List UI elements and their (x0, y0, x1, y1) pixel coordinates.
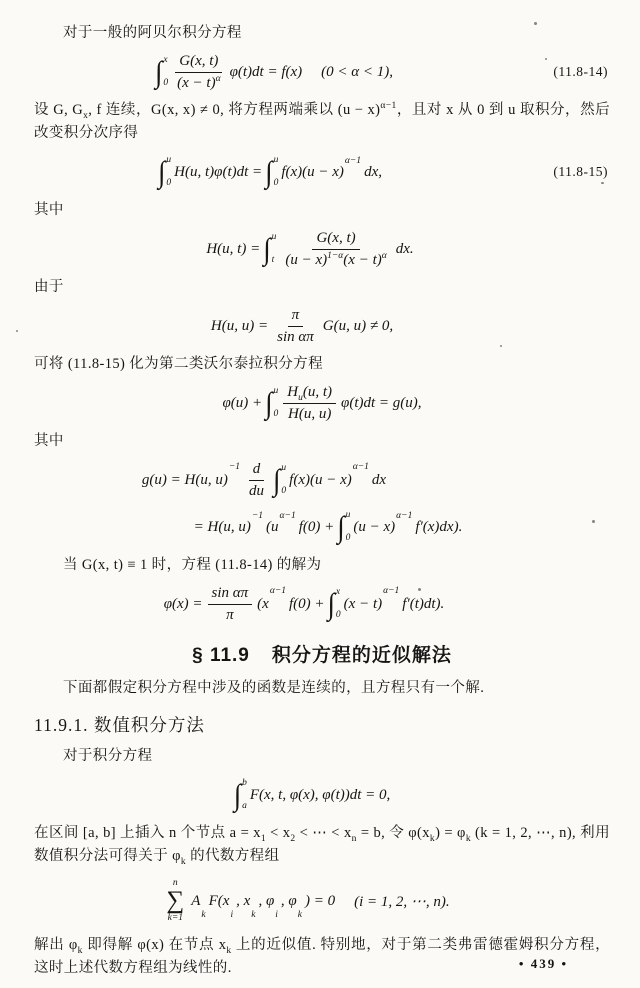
subscript: k (429, 833, 436, 844)
math-text: dx. (395, 240, 414, 257)
math-text: f(x)(u − x) (281, 163, 344, 180)
subscript: k (251, 910, 256, 921)
math-text: H(u, u) = (210, 317, 269, 334)
integral-sign: ∫ u t (263, 231, 277, 266)
denominator: $(x - t)^\alpha$ (177, 73, 221, 91)
sum-lower-bound: k=1 (167, 912, 183, 923)
math-text: (x − t) (343, 595, 383, 612)
scan-speck (534, 22, 537, 25)
integral-sign: ∫ u 0 (273, 462, 287, 497)
numerator: π (288, 307, 304, 327)
subscript: k (226, 945, 232, 956)
subscript: k (297, 910, 302, 921)
denominator: $(u - x)^{1-\alpha}(x - t)^\alpha$ (285, 250, 387, 268)
math-text: F(x (208, 892, 230, 909)
paragraph-wherein: 其中 (34, 433, 64, 449)
subscript: 1 (260, 833, 267, 844)
superscript: −1 (251, 511, 264, 521)
math-text: (u − x) (353, 518, 396, 535)
subscript: x (83, 110, 89, 121)
equation-phi-solution (34, 584, 610, 624)
paragraph-wherein: 其中 (34, 202, 64, 218)
subscript: 2 (290, 833, 296, 844)
scan-speck (601, 182, 604, 184)
denominator: π (226, 606, 234, 623)
equation-H-definition (34, 229, 610, 269)
subscript: i (230, 910, 234, 921)
integral-sign: ∫ u 0 (265, 385, 279, 420)
superscript: α−1 (269, 585, 286, 596)
scan-speck (418, 588, 421, 591)
scan-speck (592, 520, 595, 523)
condition: (0 < α < 1), (321, 63, 393, 80)
subscript: k (201, 910, 206, 921)
equation-g-line1 (34, 460, 610, 500)
equation-11-8-14 (34, 52, 610, 92)
paragraph-because: 由于 (34, 279, 64, 295)
numerator: d (249, 461, 265, 481)
denominator: H(u, u) (288, 405, 332, 422)
equation-volterra (34, 383, 610, 423)
math-text: φ(x) = (163, 595, 203, 612)
equation-tag: (11.8-15) (553, 164, 608, 179)
equation-F-integral (34, 775, 610, 815)
subscript: k (77, 945, 83, 956)
math-text: f′(t)dt). (402, 595, 445, 612)
denominator: sin απ (277, 328, 314, 345)
math-text: φ(t)dt = f(x) (229, 63, 303, 80)
fraction (208, 585, 253, 624)
paragraph-setup: 设 G, $G_x$, f 连续，G(x, x) ≠ 0, 将方程两端乘以 $(u - x)^{\alpha-1}$，且对 x 从 0 到 u 取积分，然后改变积分次序得 (34, 101, 611, 141)
integral-sign: ∫ b a (233, 777, 247, 812)
math-text: f(0) + (288, 595, 325, 612)
superscript: −1 (228, 461, 241, 472)
math-text: φ(u) + (222, 394, 263, 411)
paragraph-for-equation: 对于积分方程 (63, 748, 153, 764)
math-text: (u (266, 518, 279, 535)
numerator: G(x, t) (175, 53, 222, 73)
section-number: § 11.9 (192, 645, 250, 666)
subscript: u (298, 392, 303, 403)
fraction (273, 307, 318, 346)
fraction (245, 461, 268, 500)
fraction (173, 53, 224, 92)
scan-speck (500, 345, 502, 347)
page-number: • 439 • (518, 956, 568, 971)
integral-sign: ∫ x 0 (154, 54, 169, 89)
math-text: dx (371, 471, 387, 488)
fraction (283, 384, 336, 423)
equation-11-8-15 (34, 152, 610, 192)
equation-g-line2 (34, 507, 610, 547)
paragraph-intro-abel: 对于一般的阿贝尔积分方程 (63, 25, 242, 41)
math-text: f′(x)dx). (415, 518, 463, 535)
sum-upper-bound: n (172, 877, 178, 888)
math-text: f(x)(u − x) (289, 471, 352, 488)
math-text: ) = 0 (304, 892, 336, 909)
superscript: α−1 (344, 156, 362, 166)
denominator: du (249, 482, 265, 499)
condition: (i = 1, 2, ⋯, n). (354, 893, 450, 910)
numerator: sin απ (208, 585, 253, 605)
superscript: α−1 (396, 511, 413, 521)
integral-sign: ∫ u 0 (265, 154, 279, 189)
superscript: α−1 (380, 101, 397, 112)
equation-sum (34, 875, 610, 927)
paragraph-solve: 解出 $\varphi_k$ 即得解 φ(x) 在节点 $x_k$ 上的近似值. 特别地，对于第二类弗雷德霍姆积分方程，这时上述代数方程组为线性的. (34, 937, 610, 976)
numerator: $H_u(u$, t) (283, 384, 336, 404)
subscript: k (465, 833, 471, 844)
paragraph-reduce: 可将 (11.8-15) 化为第二类沃尔泰拉积分方程 (34, 356, 323, 372)
integral-upper-bound: x (163, 55, 168, 65)
scan-speck (16, 330, 18, 332)
math-text: = H(u, u) (193, 518, 251, 535)
math-text: G(u, u) ≠ 0, (322, 317, 394, 334)
math-text: , x (236, 892, 251, 909)
integral-sign: ∫ u 0 (337, 509, 351, 544)
superscript: α−1 (352, 461, 369, 472)
math-text: H(u, t) = (206, 240, 261, 257)
numerator: G(x, t) (312, 230, 359, 250)
subscript: i (275, 910, 278, 921)
math-text: , φ (258, 892, 275, 909)
integral-sign: ∫ u 0 (158, 154, 172, 189)
math-text: f(0) + (298, 518, 335, 535)
math-text: F(x, t, φ(x), φ(t))dt = 0, (249, 786, 391, 803)
equation-H-uu (34, 306, 610, 346)
superscript: α−1 (279, 511, 296, 521)
math-text: , φ (280, 892, 297, 909)
fraction (281, 230, 390, 269)
section-heading (34, 640, 610, 667)
superscript: 1−α (327, 250, 344, 261)
superscript: α (215, 73, 221, 84)
paragraph-assumption: 下面都假定积分方程中涉及的函数是连续的，且方程只有一个解. (63, 680, 485, 696)
math-text: (x (257, 595, 269, 612)
integral-sign: ∫ x 0 (327, 586, 341, 621)
math-text: φ(t)dt = g(u), (341, 394, 422, 411)
subscript: n (351, 833, 357, 844)
superscript: α−1 (383, 585, 400, 596)
superscript: α (381, 250, 387, 261)
subscript: k (180, 856, 187, 867)
subsection-heading: 11.9.1. 数值积分方法 (34, 715, 205, 735)
math-text: H(u, t)φ(t)dt = (174, 163, 263, 180)
equation-tag: (11.8-14) (553, 64, 608, 79)
paragraph-when-G-equals-1: 当 G(x, t) ≡ 1 时，方程 (11.8-14) 的解为 (63, 557, 322, 573)
paragraph-nodes: 在区间 [a, b] 上插入 n 个节点 $a = x_1 < x_2$ < ⋯ < $x_n = b$, 令 $\varphi(x_k) = \varphi_k$ (k = 1, 2, ⋯, n), 利用数值积分法可得关于 $\varphi_k$ 的代数方程组 (34, 825, 610, 867)
math-text: A (191, 892, 201, 909)
math-text: dx, (364, 163, 382, 180)
integral-lower-bound: 0 (163, 77, 169, 88)
scan-speck (545, 58, 547, 60)
summation-sign: n ∑ k=1 (166, 877, 185, 923)
section-title: 积分方程的近似解法 (271, 645, 452, 666)
math-text: g(u) = H(u, u) (141, 471, 228, 488)
